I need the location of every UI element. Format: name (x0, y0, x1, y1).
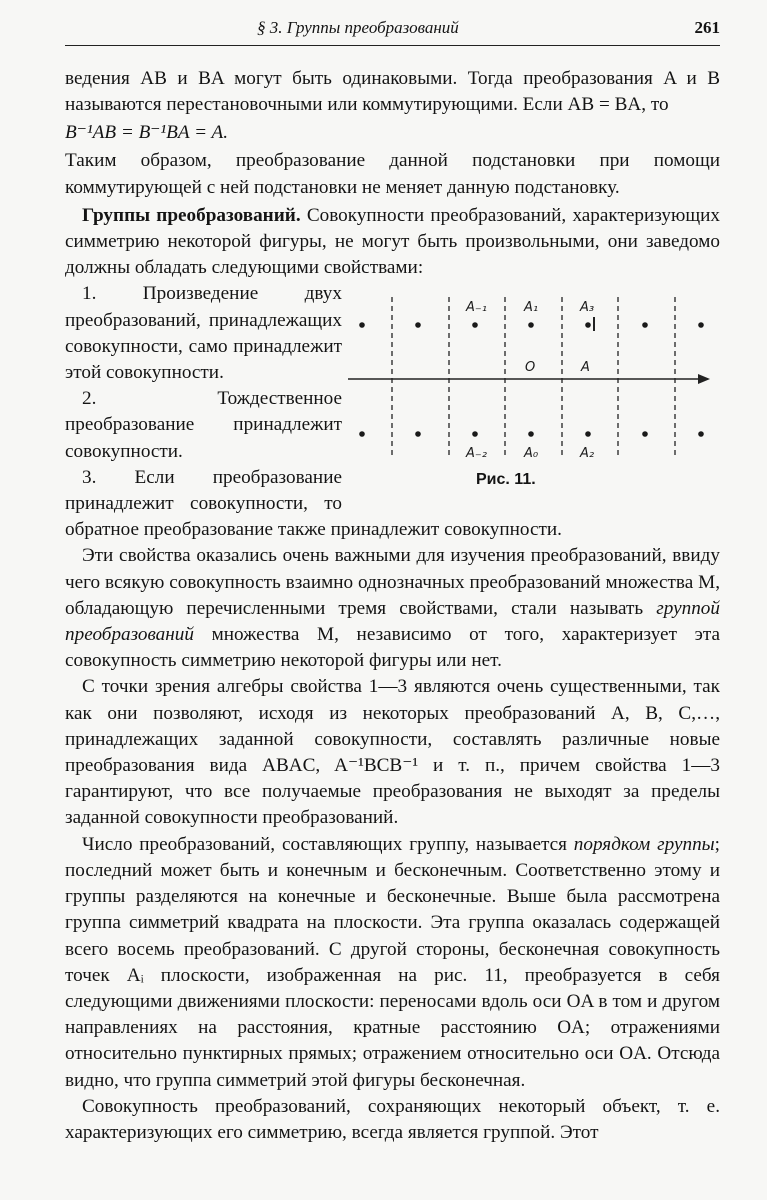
header-rule (65, 45, 720, 46)
axis-arrow (698, 374, 710, 384)
figure-caption: Рис. 11. (476, 471, 536, 489)
lattice-point (528, 432, 534, 438)
paragraph-5: С точки зрения алгебры свойства 1—3 являются очень существенными, так как они позволяют, исходя из некоторых преобразований A, B, C,…, принадлежащих заданной совокупности, составлять различные новые преобразования вида ABAC, A⁻¹BCB⁻¹ и т. п., причем свойства 1—3 гарантируют, что все получаемые преобразования не выходят за пределы заданной совокупности преобразований. (65, 676, 720, 829)
paragraph-2: Таким образом, преобразование данной подстановки при помощи коммутирующей с ней подстановки не меняет данную подстановку. (65, 150, 720, 198)
label-a-minus-2: A₋₂ (466, 446, 487, 462)
label-a-minus-1: A₋₁ (466, 300, 487, 316)
paragraph-6-text-a: Число преобразований, составляющих группу, называется (82, 833, 574, 855)
lattice-point (472, 432, 478, 438)
paragraph-3 (65, 203, 720, 282)
paragraph-6 (65, 832, 720, 1094)
paragraph-7: Совокупность преобразований, сохраняющих некоторый объект, т. е. характеризующих его симметрию, всегда является группой. Этот (65, 1095, 720, 1143)
lattice-point (359, 323, 365, 329)
paragraph-4 (65, 543, 720, 674)
lattice-point (642, 432, 648, 438)
lattice-point (698, 432, 704, 438)
lattice-point (359, 432, 365, 438)
running-title: § 3. Группы преобразований (257, 18, 459, 37)
lattice-point (585, 432, 591, 438)
paragraph-4-text-a: Эти свойства оказались очень важными для изучения преобразований, ввиду чего всякую совокупность взаимно однозначных преобразований множества M, обладающую перечисленными тремя свойствами, стали называть (65, 545, 720, 619)
label-a-1: A₁ (524, 300, 539, 316)
lattice-point (415, 432, 421, 438)
label-a-3: A₃ (580, 300, 595, 316)
lattice-point (698, 323, 704, 329)
list-item-1: 1. Произведение двух преобразований, принадлежащих совокупности, само принадлежит этой совокупности. (65, 283, 342, 384)
list-item-2: 2. Тождественное преобразование принадлежит совокупности. (65, 388, 342, 462)
page-body (65, 66, 720, 1146)
page-number: 261 (694, 18, 720, 37)
label-a-2: A₂ (580, 446, 595, 462)
lattice-point (585, 323, 591, 329)
lattice-point (642, 323, 648, 329)
lattice-point (472, 323, 478, 329)
label-a-0: A₀ (524, 446, 539, 462)
label-a: A (581, 360, 590, 376)
figure-11 (348, 285, 720, 491)
section-heading: Группы преобразований. (82, 204, 301, 226)
lattice-point (415, 323, 421, 329)
formula: B⁻¹AB = B⁻¹BA = A. (65, 122, 228, 144)
page-header (65, 14, 720, 46)
term-group-of-transformations: группой преобразований (65, 597, 720, 646)
term-group-order: порядком группы (573, 833, 715, 855)
paragraph-3-text: Совокупности преобразований, характеризующих симметрию некоторой фигуры, не могут быть произвольными, они заведомо должны обладать следующими свойствами: (65, 204, 720, 279)
label-o: O (525, 360, 536, 376)
lattice-point (528, 323, 534, 329)
paragraph-1: ведения AB и BA могут быть одинаковыми. Тогда преобразования A и B называются перестановочными или коммутирующими. Если AB = BA, то (65, 68, 720, 116)
lattice-diagram (348, 285, 720, 491)
paragraph-6-text-b: ; последний может быть и конечным и бесконечным. Соответственно этому и группы разделяются на конечные и бесконечные. Выше была рассмотрена группа симметрий квадрата на плоскости. Эта группа оказалась содержащей всего восемь преобразований. С другой стороны, бесконечная совокупность точек Aᵢ плоскости, изображенная на рис. 11, преобразуется в себя следующими движениями плоскости: переносами вдоль оси OA в том и другом направлениях на расстояния, кратные расстоянию OA; отражениями относительно пунктирных прямых; отражением относительно оси OA. Отсюда видно, что группа симметрий этой фигуры бесконечная. (65, 833, 721, 1091)
list-item-3: 3. Если преобразование принадлежит совокупности, то обратное преобразование также принадлежит совокупности. (65, 466, 562, 541)
paragraph-4-text-b: множества M, независимо от того, характеризует эта совокупность симметрию некоторой фигуры или нет. (65, 624, 720, 672)
